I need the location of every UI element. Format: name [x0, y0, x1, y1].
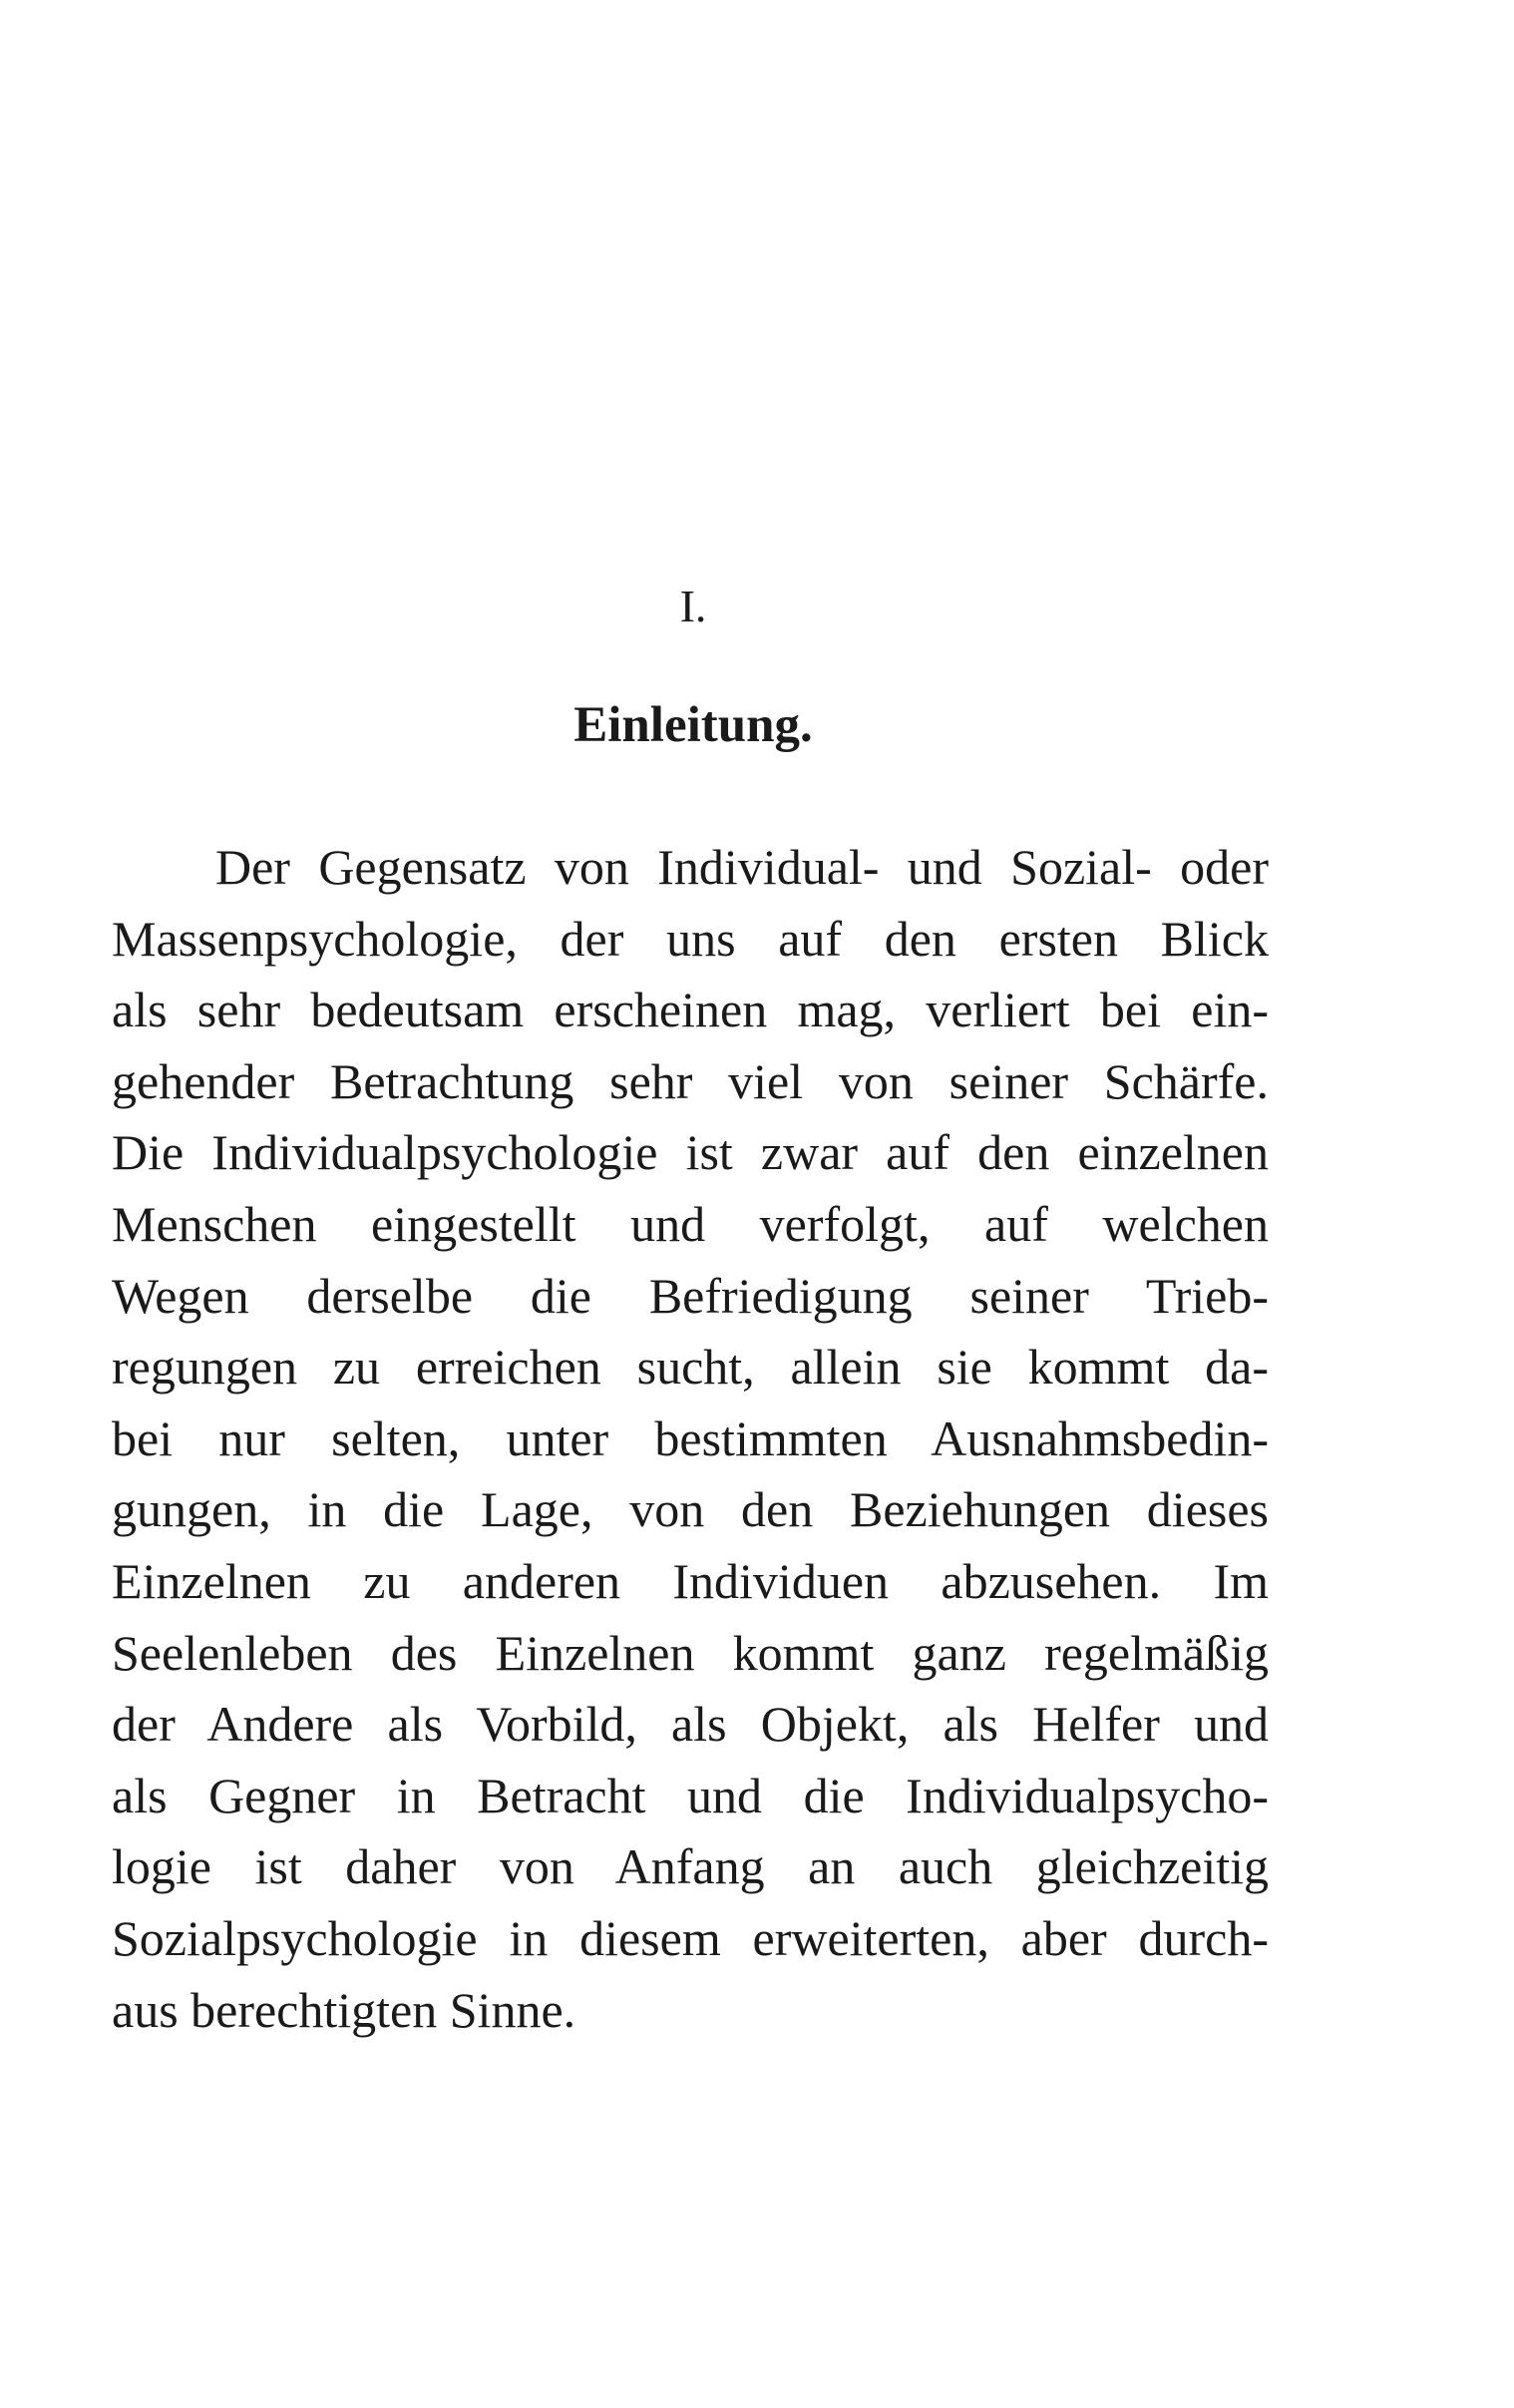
- text-line: der Andere als Vorbild, als Objekt, als Helfer und: [112, 1696, 1269, 1753]
- body-paragraph: [112, 832, 1269, 2046]
- text-line: Einzelnen zu anderen Individuen abzusehen. Im: [112, 1552, 1269, 1609]
- text-line: regungen zu erreichen sucht, allein sie kommt da-: [112, 1339, 1269, 1396]
- text-line: logie ist daher von Anfang an auch gleichzeitig: [112, 1838, 1269, 1895]
- text-line: Die Individualpsychologie ist zwar auf den einzelnen: [112, 1124, 1269, 1181]
- text-line: als Gegner in Betracht und die Individualpsycho-: [112, 1767, 1269, 1823]
- chapter-number: I.: [679, 581, 707, 631]
- text-line: Wegen derselbe die Befriedigung seiner Trieb-: [112, 1267, 1269, 1324]
- text-line: Sozialpsychologie in diesem erweiterten, aber durch-: [112, 1909, 1269, 1966]
- text-line: Massenpsychologie, der uns auf den ersten Blick: [112, 910, 1269, 967]
- text-line: Seelenleben des Einzelnen kommt ganz regelmäßig: [112, 1624, 1269, 1681]
- text-line: Menschen eingestellt und verfolgt, auf welchen: [112, 1195, 1269, 1252]
- text-line: gehender Betrachtung sehr viel von seiner Schärfe.: [112, 1052, 1269, 1109]
- text-line: Der Gegensatz von Individual- und Sozial- oder: [215, 839, 1269, 895]
- text-line: aus berechtigten Sinne.: [112, 1981, 576, 2038]
- text-line: bei nur selten, unter bestimmten Ausnahmsbedin-: [112, 1409, 1269, 1466]
- text-line: gungen, in die Lage, von den Beziehungen dieses: [112, 1481, 1269, 1538]
- chapter-title: Einleitung.: [573, 697, 813, 753]
- text-line: als sehr bedeutsam erscheinen mag, verliert bei ein-: [112, 982, 1269, 1038]
